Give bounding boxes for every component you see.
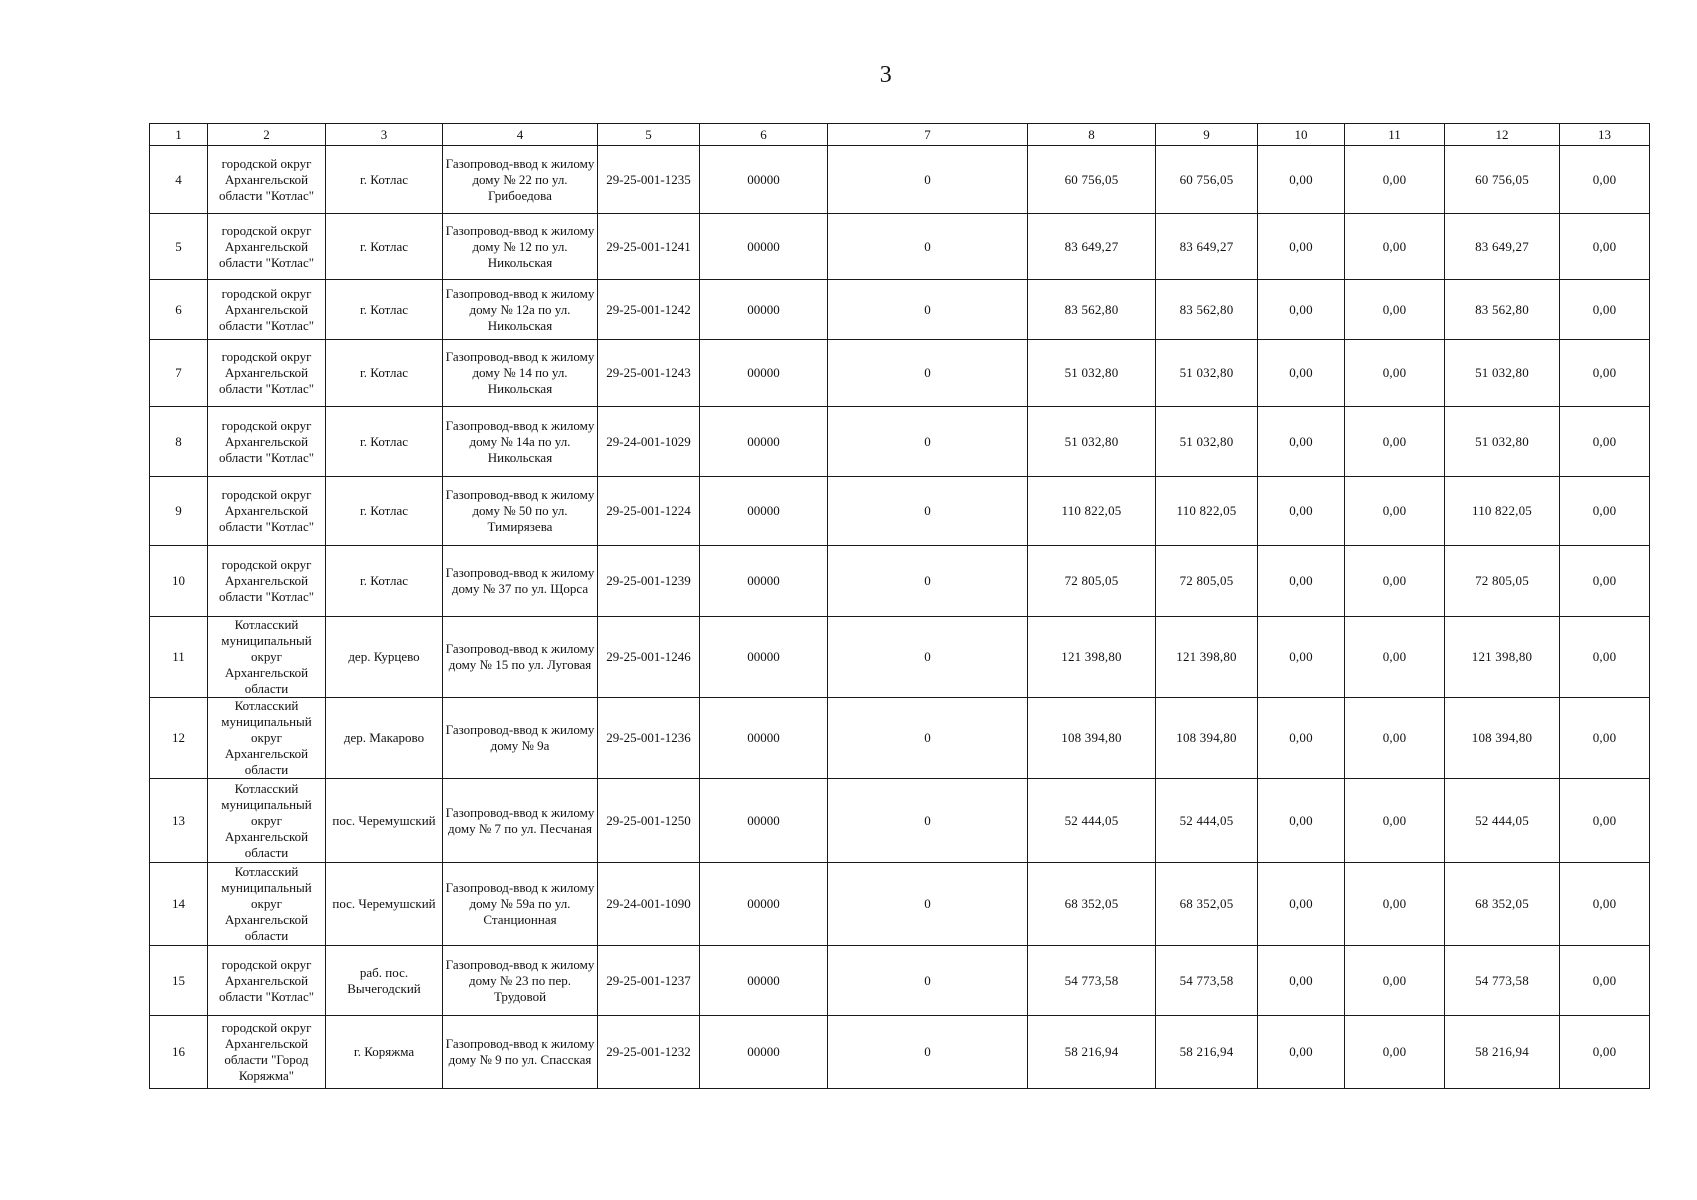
cell-code: 00000	[700, 1016, 828, 1089]
cell-col9: 108 394,80	[1156, 698, 1258, 779]
cell-col12: 54 773,58	[1445, 946, 1560, 1016]
table-row	[150, 340, 1650, 407]
cell-code: 00000	[700, 698, 828, 779]
cell-col9: 72 805,05	[1156, 546, 1258, 617]
cell-col10: 0,00	[1258, 617, 1345, 698]
cell-municipality: Котласский муниципальный округ Архангельской области	[208, 698, 326, 779]
cell-number: 6	[150, 280, 208, 340]
table-row	[150, 280, 1650, 340]
cell-col11: 0,00	[1345, 617, 1445, 698]
cell-number: 4	[150, 146, 208, 214]
cell-number: 11	[150, 617, 208, 698]
cell-col8: 51 032,80	[1028, 407, 1156, 477]
cell-col9: 51 032,80	[1156, 407, 1258, 477]
cell-col12: 58 216,94	[1445, 1016, 1560, 1089]
cell-col11: 0,00	[1345, 546, 1445, 617]
cell-col8: 52 444,05	[1028, 779, 1156, 863]
cell-col11: 0,00	[1345, 779, 1445, 863]
table-row	[150, 946, 1650, 1016]
table-row	[150, 214, 1650, 280]
cell-cadastral-code: 29-25-001-1224	[598, 477, 700, 546]
cell-col9: 60 756,05	[1156, 146, 1258, 214]
cell-col10: 0,00	[1258, 698, 1345, 779]
cell-col13: 0,00	[1560, 214, 1650, 280]
cell-col12: 108 394,80	[1445, 698, 1560, 779]
cell-municipality: Котласский муниципальный округ Архангельской области	[208, 617, 326, 698]
cell-code: 00000	[700, 477, 828, 546]
cell-col9: 58 216,94	[1156, 1016, 1258, 1089]
cell-code: 00000	[700, 779, 828, 863]
cell-number: 14	[150, 863, 208, 946]
cell-col7: 0	[828, 946, 1028, 1016]
col-header-7: 7	[828, 124, 1028, 146]
cell-municipality: городской округ Архангельской области "Котлас"	[208, 477, 326, 546]
col-header-10: 10	[1258, 124, 1345, 146]
cell-object-name: Газопровод-ввод к жилому дому № 59а по ул. Станционная	[443, 863, 598, 946]
header-row	[150, 124, 1650, 146]
cell-object-name: Газопровод-ввод к жилому дому № 12а по ул. Никольская	[443, 280, 598, 340]
cell-cadastral-code: 29-25-001-1242	[598, 280, 700, 340]
cell-col7: 0	[828, 779, 1028, 863]
cell-settlement: г. Котлас	[326, 146, 443, 214]
cell-col7: 0	[828, 340, 1028, 407]
cell-number: 12	[150, 698, 208, 779]
cell-object-name: Газопровод-ввод к жилому дому № 12 по ул. Никольская	[443, 214, 598, 280]
page-number: 3	[879, 62, 893, 88]
cell-col13: 0,00	[1560, 1016, 1650, 1089]
cell-col8: 110 822,05	[1028, 477, 1156, 546]
cell-cadastral-code: 29-25-001-1239	[598, 546, 700, 617]
cell-col9: 121 398,80	[1156, 617, 1258, 698]
table-row	[150, 1016, 1650, 1089]
cell-municipality: городской округ Архангельской области "Котлас"	[208, 214, 326, 280]
cell-cadastral-code: 29-25-001-1237	[598, 946, 700, 1016]
cell-col10: 0,00	[1258, 214, 1345, 280]
cell-col8: 72 805,05	[1028, 546, 1156, 617]
cell-municipality: городской округ Архангельской области "Котлас"	[208, 407, 326, 477]
cell-col13: 0,00	[1560, 477, 1650, 546]
cell-col11: 0,00	[1345, 340, 1445, 407]
cell-object-name: Газопровод-ввод к жилому дому № 22 по ул. Грибоедова	[443, 146, 598, 214]
col-header-12: 12	[1445, 124, 1560, 146]
cell-col11: 0,00	[1345, 214, 1445, 280]
cell-col12: 72 805,05	[1445, 546, 1560, 617]
cell-municipality: городской округ Архангельской области "Котлас"	[208, 146, 326, 214]
table-row	[150, 546, 1650, 617]
cell-municipality: городской округ Архангельской области "Котлас"	[208, 280, 326, 340]
cell-col10: 0,00	[1258, 863, 1345, 946]
table-row	[150, 407, 1650, 477]
cell-settlement: пос. Черемушский	[326, 863, 443, 946]
cell-number: 13	[150, 779, 208, 863]
cell-settlement: г. Котлас	[326, 477, 443, 546]
cell-col12: 52 444,05	[1445, 779, 1560, 863]
cell-col7: 0	[828, 1016, 1028, 1089]
cell-col8: 68 352,05	[1028, 863, 1156, 946]
cell-object-name: Газопровод-ввод к жилому дому № 50 по ул. Тимирязева	[443, 477, 598, 546]
col-header-4: 4	[443, 124, 598, 146]
cell-col12: 68 352,05	[1445, 863, 1560, 946]
cell-col7: 0	[828, 546, 1028, 617]
cell-col8: 83 562,80	[1028, 280, 1156, 340]
col-header-3: 3	[326, 124, 443, 146]
cell-col13: 0,00	[1560, 946, 1650, 1016]
cell-code: 00000	[700, 340, 828, 407]
cell-col8: 121 398,80	[1028, 617, 1156, 698]
cell-col13: 0,00	[1560, 863, 1650, 946]
cell-col12: 83 562,80	[1445, 280, 1560, 340]
cell-object-name: Газопровод-ввод к жилому дому № 23 по пер. Трудовой	[443, 946, 598, 1016]
cell-col10: 0,00	[1258, 407, 1345, 477]
cell-col7: 0	[828, 280, 1028, 340]
cell-object-name: Газопровод-ввод к жилому дому № 9а	[443, 698, 598, 779]
cell-number: 5	[150, 214, 208, 280]
cell-object-name: Газопровод-ввод к жилому дому № 37 по ул. Щорса	[443, 546, 598, 617]
cell-col9: 51 032,80	[1156, 340, 1258, 407]
cell-settlement: дер. Курцево	[326, 617, 443, 698]
cell-col8: 58 216,94	[1028, 1016, 1156, 1089]
cell-settlement: г. Котлас	[326, 214, 443, 280]
cell-number: 15	[150, 946, 208, 1016]
cell-col12: 51 032,80	[1445, 340, 1560, 407]
cell-number: 9	[150, 477, 208, 546]
cell-cadastral-code: 29-25-001-1241	[598, 214, 700, 280]
cell-object-name: Газопровод-ввод к жилому дому № 9 по ул. Спасская	[443, 1016, 598, 1089]
cell-col10: 0,00	[1258, 546, 1345, 617]
cell-col10: 0,00	[1258, 340, 1345, 407]
cell-col11: 0,00	[1345, 407, 1445, 477]
cell-col13: 0,00	[1560, 617, 1650, 698]
cell-col9: 83 562,80	[1156, 280, 1258, 340]
cell-number: 10	[150, 546, 208, 617]
cell-col7: 0	[828, 863, 1028, 946]
cell-object-name: Газопровод-ввод к жилому дому № 14 по ул. Никольская	[443, 340, 598, 407]
cell-col7: 0	[828, 698, 1028, 779]
cell-municipality: городской округ Архангельской области "Город Коряжма"	[208, 1016, 326, 1089]
cell-col11: 0,00	[1345, 863, 1445, 946]
cell-col11: 0,00	[1345, 698, 1445, 779]
cell-settlement: г. Коряжма	[326, 1016, 443, 1089]
cell-col10: 0,00	[1258, 1016, 1345, 1089]
cell-code: 00000	[700, 946, 828, 1016]
cell-col7: 0	[828, 477, 1028, 546]
cell-code: 00000	[700, 617, 828, 698]
cell-cadastral-code: 29-25-001-1250	[598, 779, 700, 863]
table-row	[150, 779, 1650, 863]
cell-col9: 68 352,05	[1156, 863, 1258, 946]
cell-municipality: городской округ Архангельской области "Котлас"	[208, 340, 326, 407]
col-header-13: 13	[1560, 124, 1650, 146]
cell-municipality: Котласский муниципальный округ Архангельской области	[208, 779, 326, 863]
cell-code: 00000	[700, 146, 828, 214]
cell-col10: 0,00	[1258, 946, 1345, 1016]
cell-col11: 0,00	[1345, 477, 1445, 546]
col-header-11: 11	[1345, 124, 1445, 146]
cell-code: 00000	[700, 546, 828, 617]
cell-col13: 0,00	[1560, 407, 1650, 477]
cell-settlement: г. Котлас	[326, 340, 443, 407]
cell-number: 16	[150, 1016, 208, 1089]
table-row	[150, 146, 1650, 214]
col-header-8: 8	[1028, 124, 1156, 146]
col-header-5: 5	[598, 124, 700, 146]
cell-col7: 0	[828, 146, 1028, 214]
cell-municipality: городской округ Архангельской области "Котлас"	[208, 546, 326, 617]
cell-cadastral-code: 29-25-001-1236	[598, 698, 700, 779]
col-header-1: 1	[150, 124, 208, 146]
col-header-6: 6	[700, 124, 828, 146]
table-row	[150, 477, 1650, 546]
cell-object-name: Газопровод-ввод к жилому дому № 15 по ул. Луговая	[443, 617, 598, 698]
cell-cadastral-code: 29-24-001-1029	[598, 407, 700, 477]
cell-cadastral-code: 29-25-001-1246	[598, 617, 700, 698]
cell-col7: 0	[828, 407, 1028, 477]
col-header-2: 2	[208, 124, 326, 146]
cell-code: 00000	[700, 214, 828, 280]
cell-cadastral-code: 29-24-001-1090	[598, 863, 700, 946]
cell-col12: 121 398,80	[1445, 617, 1560, 698]
cell-col13: 0,00	[1560, 146, 1650, 214]
cell-col13: 0,00	[1560, 340, 1650, 407]
cell-settlement: пос. Черемушский	[326, 779, 443, 863]
cell-code: 00000	[700, 280, 828, 340]
cell-col8: 60 756,05	[1028, 146, 1156, 214]
cell-col8: 108 394,80	[1028, 698, 1156, 779]
cell-col7: 0	[828, 617, 1028, 698]
cell-settlement: дер. Макарово	[326, 698, 443, 779]
cell-settlement: г. Котлас	[326, 280, 443, 340]
cell-col9: 54 773,58	[1156, 946, 1258, 1016]
cell-col9: 110 822,05	[1156, 477, 1258, 546]
cell-col8: 51 032,80	[1028, 340, 1156, 407]
table-row	[150, 698, 1650, 779]
cell-col10: 0,00	[1258, 146, 1345, 214]
cell-cadastral-code: 29-25-001-1235	[598, 146, 700, 214]
col-header-9: 9	[1156, 124, 1258, 146]
cell-col13: 0,00	[1560, 779, 1650, 863]
cell-col8: 54 773,58	[1028, 946, 1156, 1016]
cell-col7: 0	[828, 214, 1028, 280]
cell-object-name: Газопровод-ввод к жилому дому № 14а по ул. Никольская	[443, 407, 598, 477]
cell-code: 00000	[700, 863, 828, 946]
cell-col11: 0,00	[1345, 280, 1445, 340]
table-header	[150, 124, 1650, 146]
cell-col10: 0,00	[1258, 280, 1345, 340]
table-row	[150, 617, 1650, 698]
cell-number: 8	[150, 407, 208, 477]
cell-municipality: городской округ Архангельской области "Котлас"	[208, 946, 326, 1016]
table-row	[150, 863, 1650, 946]
cell-col12: 51 032,80	[1445, 407, 1560, 477]
cell-col13: 0,00	[1560, 280, 1650, 340]
cell-settlement: г. Котлас	[326, 546, 443, 617]
cell-cadastral-code: 29-25-001-1232	[598, 1016, 700, 1089]
table-body	[150, 146, 1650, 1089]
cell-col11: 0,00	[1345, 946, 1445, 1016]
cell-col9: 83 649,27	[1156, 214, 1258, 280]
cell-number: 7	[150, 340, 208, 407]
cell-col9: 52 444,05	[1156, 779, 1258, 863]
cell-municipality: Котласский муниципальный округ Архангельской области	[208, 863, 326, 946]
cell-col10: 0,00	[1258, 779, 1345, 863]
cell-col12: 60 756,05	[1445, 146, 1560, 214]
cell-code: 00000	[700, 407, 828, 477]
cell-col12: 83 649,27	[1445, 214, 1560, 280]
cell-cadastral-code: 29-25-001-1243	[598, 340, 700, 407]
cell-object-name: Газопровод-ввод к жилому дому № 7 по ул. Песчаная	[443, 779, 598, 863]
cell-col8: 83 649,27	[1028, 214, 1156, 280]
cell-col11: 0,00	[1345, 146, 1445, 214]
cell-col13: 0,00	[1560, 546, 1650, 617]
cell-col10: 0,00	[1258, 477, 1345, 546]
cell-col11: 0,00	[1345, 1016, 1445, 1089]
object-table	[149, 123, 1650, 1089]
cell-col13: 0,00	[1560, 698, 1650, 779]
cell-settlement: г. Котлас	[326, 407, 443, 477]
cell-settlement: раб. пос. Вычегодский	[326, 946, 443, 1016]
cell-col12: 110 822,05	[1445, 477, 1560, 546]
